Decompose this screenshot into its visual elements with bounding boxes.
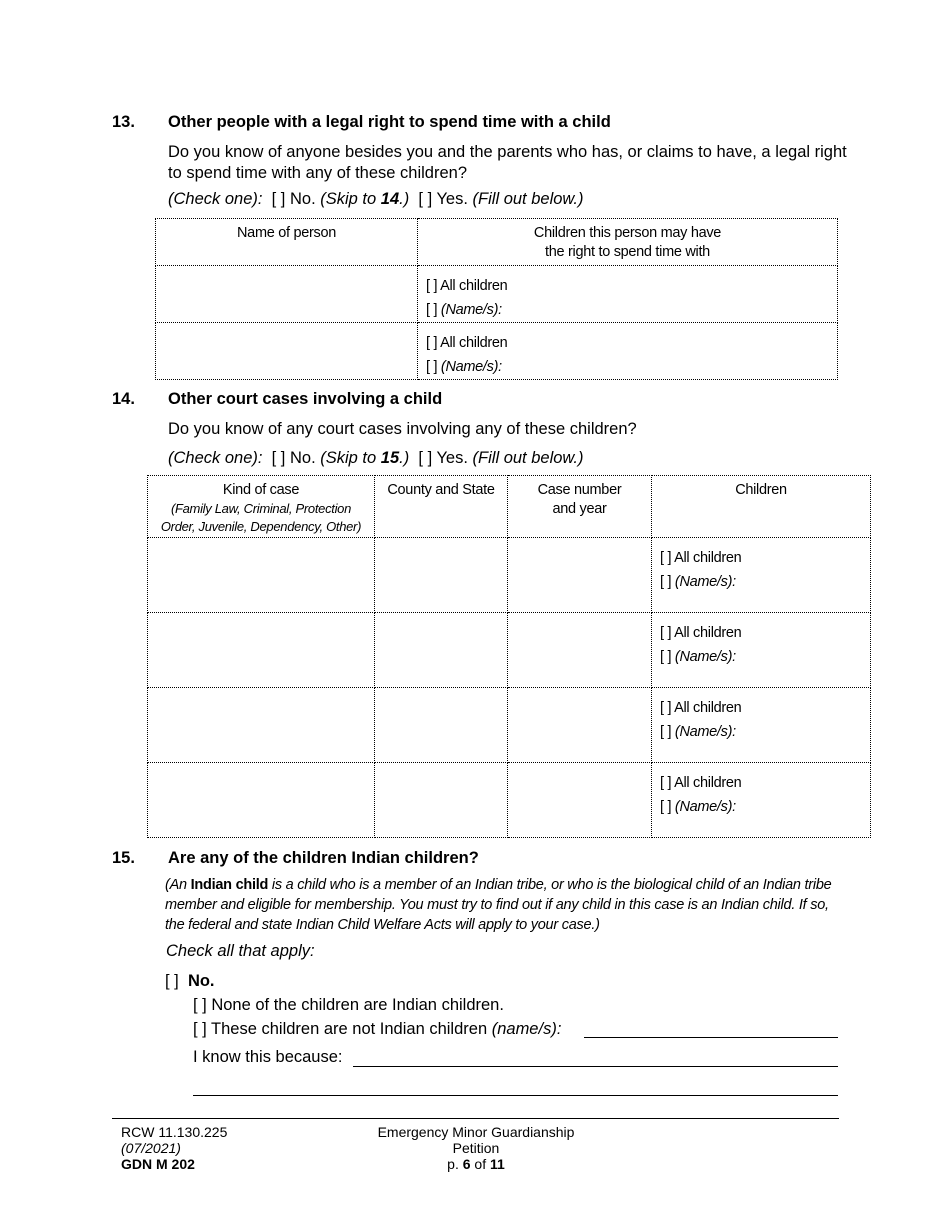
table-row <box>148 688 871 763</box>
county-state-cell[interactable] <box>375 688 508 763</box>
section-13-table <box>155 218 838 380</box>
check-all-label: Check all that apply: <box>166 942 315 960</box>
kind-of-case-cell[interactable] <box>148 613 375 688</box>
no-checkbox[interactable]: [ ] <box>165 972 179 990</box>
indian-child-definition: (An Indian child is a child who is a member of an Indian tribe, or who is the biological child of an Indian tribe member and eligible for membership. You must try to find out if any child in this case is an Indian child. If so, the federal and state Indian Child Welfare Acts will apply to your case.) <box>165 877 832 933</box>
footer-divider <box>112 1118 839 1119</box>
names-checkbox[interactable]: [ ] (Name/s): <box>426 302 502 318</box>
footer-title-1: Emergency Minor Guardianship <box>377 1124 575 1140</box>
skip-instruction: (Skip to 15.) <box>320 449 410 467</box>
section-15-heading: Are any of the children Indian children? <box>168 849 479 867</box>
all-children-checkbox[interactable]: [ ] All children <box>426 335 508 351</box>
col-header-case: Case number and year <box>508 476 652 538</box>
names-checkbox[interactable]: [ ] (Name/s): <box>660 574 736 590</box>
section-14-question: Do you know of any court cases involving any of these children? <box>168 420 637 438</box>
names-checkbox[interactable]: [ ] (Name/s): <box>660 799 736 815</box>
skip-instruction: (Skip to 14.) <box>320 190 410 208</box>
all-children-checkbox[interactable]: [ ] All children <box>426 278 508 294</box>
check-one-label: (Check one): <box>168 190 263 208</box>
kind-of-case-cell[interactable] <box>148 538 375 613</box>
names-fill-line[interactable] <box>584 1037 838 1038</box>
case-number-cell[interactable] <box>508 538 652 613</box>
footer-center <box>356 1124 596 1172</box>
col-header-county: County and State <box>375 476 508 538</box>
children-cell <box>418 266 838 323</box>
all-children-checkbox[interactable]: [ ] All children <box>660 775 742 791</box>
col-header-children: Children this person may have the right to spend time with <box>418 219 838 266</box>
yes-checkbox[interactable]: [ ] Yes. <box>418 449 468 467</box>
county-state-cell[interactable] <box>375 613 508 688</box>
table-row <box>156 323 838 380</box>
footer-left <box>121 1124 227 1172</box>
no-checkbox[interactable]: [ ] No. <box>271 190 316 208</box>
know-because-label: I know this because: <box>193 1048 343 1066</box>
table-row <box>148 763 871 838</box>
section-14-table <box>147 475 871 838</box>
none-indian-option[interactable]: [ ] None of the children are Indian children. <box>193 996 504 1014</box>
section-13-number: 13. <box>112 113 135 131</box>
name-of-person-cell[interactable] <box>156 266 418 323</box>
table-row <box>148 538 871 613</box>
footer-date: (07/2021) <box>121 1140 181 1156</box>
county-state-cell[interactable] <box>375 538 508 613</box>
all-children-checkbox[interactable]: [ ] All children <box>660 700 742 716</box>
children-cell <box>652 613 871 688</box>
section-14-number: 14. <box>112 390 135 408</box>
children-cell <box>418 323 838 380</box>
no-label: No. <box>187 972 215 990</box>
children-cell <box>652 688 871 763</box>
reason-fill-line[interactable] <box>353 1066 838 1067</box>
names-checkbox[interactable]: [ ] (Name/s): <box>660 724 736 740</box>
county-state-cell[interactable] <box>375 763 508 838</box>
footer-rcw: RCW 11.130.225 <box>121 1124 228 1140</box>
table-row <box>156 266 838 323</box>
reason-fill-line-2[interactable] <box>193 1095 838 1096</box>
col-header-name: Name of person <box>156 219 418 266</box>
no-option[interactable] <box>165 972 215 991</box>
all-children-checkbox[interactable]: [ ] All children <box>660 550 742 566</box>
col-header-children: Children <box>652 476 871 538</box>
col-header-kind: Kind of case (Family Law, Criminal, Protection Order, Juvenile, Dependency, Other) <box>148 476 375 538</box>
kind-of-case-cell[interactable] <box>148 688 375 763</box>
no-checkbox[interactable]: [ ] No. <box>271 449 316 467</box>
check-one-label: (Check one): <box>168 449 263 467</box>
yes-checkbox[interactable]: [ ] Yes. <box>418 190 468 208</box>
section-13-heading: Other people with a legal right to spend time with a child <box>168 113 611 131</box>
table-row <box>148 613 871 688</box>
section-14-check-line <box>168 449 584 468</box>
section-13-check-line <box>168 190 584 209</box>
name-of-person-cell[interactable] <box>156 323 418 380</box>
section-13-question: Do you know of anyone besides you and the parents who has, or claims to have, a legal right to spend time with any of these children? <box>168 143 847 182</box>
fill-instruction: (Fill out below.) <box>472 190 584 208</box>
names-checkbox[interactable]: [ ] (Name/s): <box>426 359 502 375</box>
children-cell <box>652 538 871 613</box>
children-cell <box>652 763 871 838</box>
footer-title-2: Petition <box>452 1140 500 1156</box>
not-indian-option[interactable]: [ ] These children are not Indian children (name/s): <box>193 1020 562 1038</box>
all-children-checkbox[interactable]: [ ] All children <box>660 625 742 641</box>
names-checkbox[interactable]: [ ] (Name/s): <box>660 649 736 665</box>
case-number-cell[interactable] <box>508 763 652 838</box>
footer-form-id: GDN M 202 <box>121 1156 195 1172</box>
section-15-number: 15. <box>112 849 135 867</box>
kind-of-case-cell[interactable] <box>148 763 375 838</box>
case-number-cell[interactable] <box>508 613 652 688</box>
fill-instruction: (Fill out below.) <box>472 449 584 467</box>
section-14-heading: Other court cases involving a child <box>168 390 443 408</box>
case-number-cell[interactable] <box>508 688 652 763</box>
footer-page: p. 6 of 11 <box>447 1156 505 1172</box>
